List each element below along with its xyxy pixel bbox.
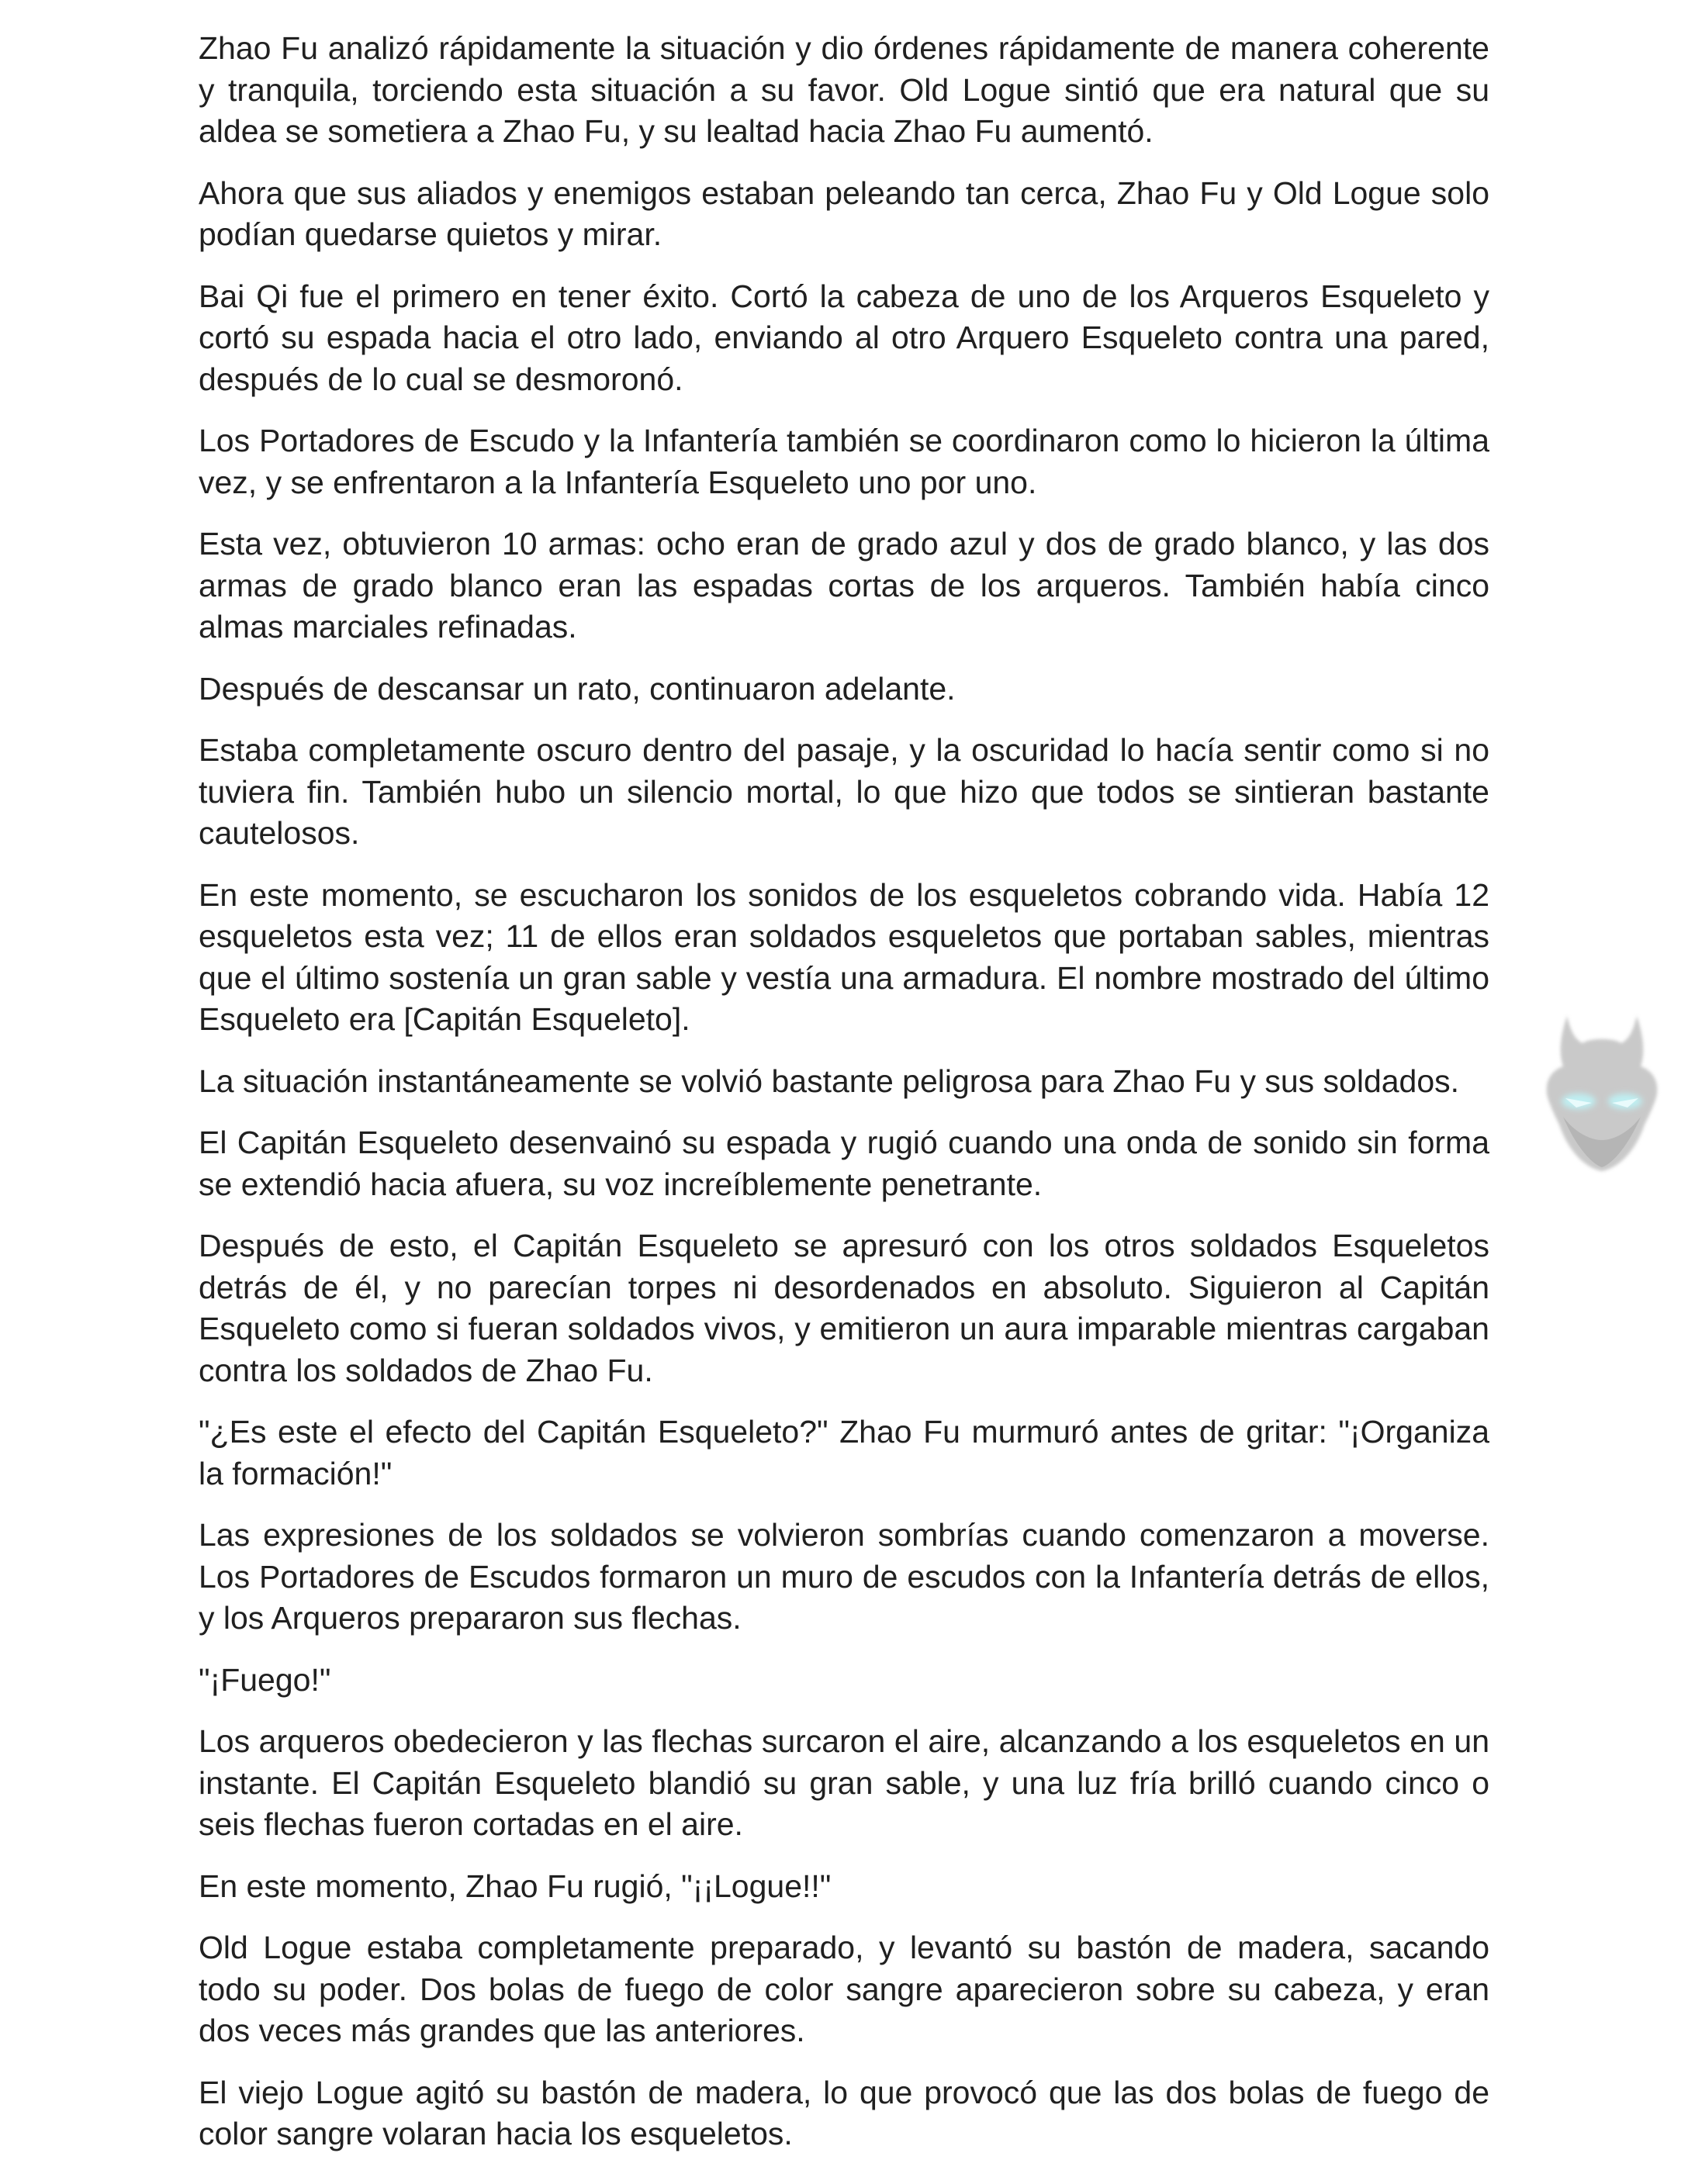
paragraph-6: Después de descansar un rato, continuaron adelante. bbox=[199, 670, 956, 707]
paragraph-7: Estaba completamente oscuro dentro del pasaje, y la oscuridad lo hacía sentir como si no tuviera fin. También hubo un silencio mortal, lo que hizo que todos se sintieran bastante cautelosos. bbox=[199, 732, 1489, 851]
demon-head-icon bbox=[1536, 1008, 1668, 1179]
paragraph-5: Esta vez, obtuvieron 10 armas: ocho eran de grado azul y dos de grado blanco, y las dos armas de grado blanco eran las espadas cortas de los arqueros. También había cinco almas marciales refinadas. bbox=[199, 526, 1489, 644]
paragraph-8: En este momento, se escucharon los sonidos de los esqueletos cobrando vida. Había 12 esqueletos esta vez; 11 de ellos eran soldados esqueletos que portaban sables, mientras que el último sostenía un gran sable y vestía una armadura. El nombre mostrado del último Esqueleto era [Capitán Esqueleto]. bbox=[199, 876, 1489, 1037]
paragraph-11: Después de esto, el Capitán Esqueleto se apresuró con los otros soldados Esqueletos detrás de él, y no parecían torpes ni desordenados en absoluto. Siguieron al Capitán Esqueleto como si fueran soldados vivos, y emitieron un aura imparable mientras cargaban contra los soldados de Zhao Fu. bbox=[199, 1228, 1489, 1388]
paragraph-14: "¡Fuego!" bbox=[199, 1661, 331, 1698]
paragraph-1: Zhao Fu analizó rápidamente la situación y dio órdenes rápidamente de manera coherente y tranquila, torciendo esta situación a su favor. Old Logue sintió que era natural que su aldea se sometiera a Zhao Fu, y su lealtad hacia Zhao Fu aumentó. bbox=[199, 30, 1489, 149]
paragraph-17: Old Logue estaba completamente preparado, y levantó su bastón de madera, sacando todo su poder. Dos bolas de fuego de color sangre aparecieron sobre su cabeza, y eran dos veces más grandes que las anteriores. bbox=[199, 1930, 1489, 2048]
paragraph-2: Ahora que sus aliados y enemigos estaban peleando tan cerca, Zhao Fu y Old Logue solo podían quedarse quietos y mirar. bbox=[199, 175, 1489, 252]
paragraph-12: "¿Es este el efecto del Capitán Esqueleto?" Zhao Fu murmuró antes de gritar: "¡Organiza la formación!" bbox=[199, 1414, 1489, 1491]
paragraph-18: El viejo Logue agitó su bastón de madera, lo que provocó que las dos bolas de fuego de color sangre volaran hacia los esqueletos. bbox=[199, 2074, 1489, 2151]
paragraph-9: La situación instantáneamente se volvió bastante peligrosa para Zhao Fu y sus soldados. bbox=[199, 1063, 1460, 1099]
paragraph-10: El Capitán Esqueleto desenvainó su espada y rugió cuando una onda de sonido sin forma se extendió hacia afuera, su voz increíblemente penetrante. bbox=[199, 1125, 1489, 1202]
paragraph-4: Los Portadores de Escudo y la Infantería también se coordinaron como lo hicieron la última vez, y se enfrentaron a la Infantería Esqueleto uno por uno. bbox=[199, 423, 1489, 500]
paragraph-15: Los arqueros obedecieron y las flechas surcaron el aire, alcanzando a los esqueletos en un instante. El Capitán Esqueleto blandió su gran sable, y una luz fría brilló cuando cinco o seis flechas fueron cortadas en el aire. bbox=[199, 1723, 1489, 1842]
paragraph-16: En este momento, Zhao Fu rugió, "¡¡Logue!!" bbox=[199, 1868, 832, 1904]
paragraph-13: Las expresiones de los soldados se volvieron sombrías cuando comenzaron a moverse. Los Portadores de Escudos formaron un muro de escudos con la Infantería detrás de ellos, y los Arqueros prepararon sus flechas. bbox=[199, 1517, 1489, 1636]
document-page bbox=[199, 28, 1489, 2184]
paragraph-3: Bai Qi fue el primero en tener éxito. Cortó la cabeza de uno de los Arqueros Esqueleto y cortó su espada hacia el otro lado, enviando al otro Arquero Esqueleto contra una pared, después de lo cual se desmoronó. bbox=[199, 278, 1489, 397]
